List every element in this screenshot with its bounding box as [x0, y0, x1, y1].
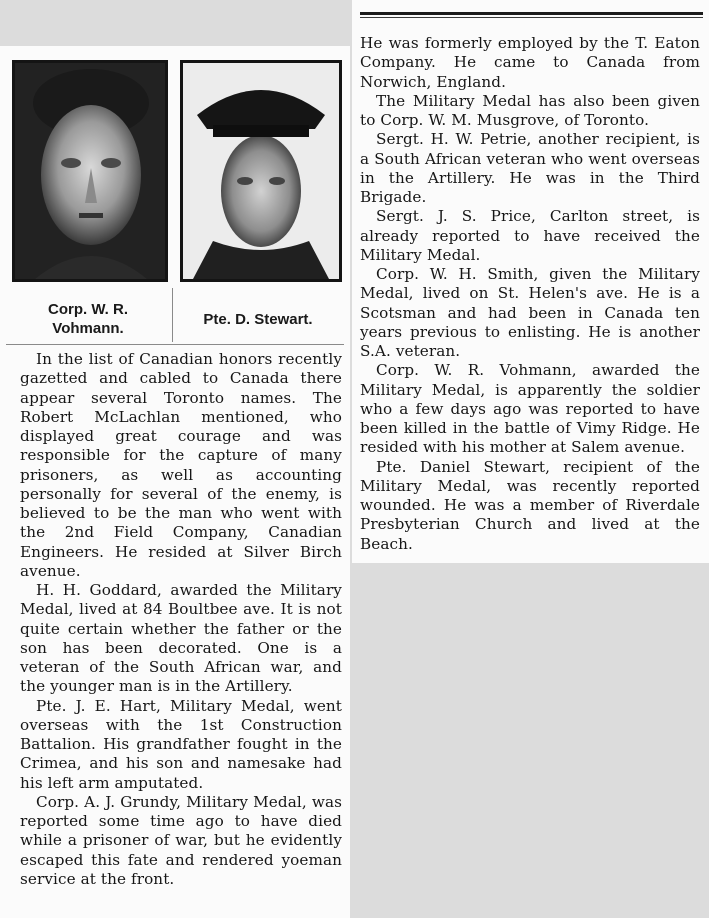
- right-column-text: [360, 34, 700, 554]
- photo-section-divider: [6, 344, 344, 345]
- paragraph: Pte. J. E. Hart, Military Medal, went overseas with the 1st Construction Battalion. His grandfather fought in the Crimea, and his son and namesake had his left arm amputated.: [20, 696, 342, 792]
- paragraph: Corp. W. H. Smith, given the Military Medal, lived on St. Helen's ave. He is a Scotsman and had been in Canada ten years previous to enlisting. He is another S.A. veteran.: [360, 265, 700, 360]
- paragraph: He was formerly employed by the T. Eaton Company. He came to Canada from Norwich, England.: [360, 34, 700, 91]
- paragraph: Sergt. H. W. Petrie, another recipient, is a South African veteran who went overseas in the Artillery. He was in the Third Brigade.: [360, 130, 700, 206]
- caption-stewart: Pte. D. Stewart.: [203, 311, 313, 328]
- right-clipping: [352, 0, 709, 563]
- column-rule-thin: [360, 17, 703, 18]
- caption-vohmann: Corp. W. R. Vohmann.: [48, 301, 128, 337]
- paragraph: Corp. A. J. Grundy, Military Medal, was reported some time ago to have died while a prisoner of war, but he evidently escaped this fate and rendered yoeman service at the front.: [20, 792, 342, 888]
- left-column-text: [20, 350, 342, 889]
- paragraph: Corp. W. R. Vohmann, awarded the Military Medal, is apparently the soldier who a few days ago was reported to have been killed in the battle of Vimy Ridge. He resided with his mother at Salem avenue.: [360, 361, 700, 457]
- paragraph: H. H. Goddard, awarded the Military Medal, lived at 84 Boultbee ave. It is not quite certain whether the father or the son has been decorated. One is a veteran of the South African war, and the younger man is in the Artillery.: [20, 581, 342, 696]
- column-rule: [360, 12, 703, 15]
- paragraph: Pte. Daniel Stewart, recipient of the Military Medal, was recently reported wounded. He was a member of Riverdale Presbyterian Church and lived at the Beach.: [360, 457, 700, 553]
- portrait-stewart-photo: [180, 60, 342, 282]
- paragraph: The Military Medal has also been given to Corp. W. M. Musgrove, of Toronto.: [360, 91, 700, 129]
- paragraph: In the list of Canadian honors recently gazetted and cabled to Canada there appear several Toronto names. The Robert McLachlan mentioned, who displayed great courage and was responsible for the capture of many prisoners, as well as accounting personally for several of the enemy, is believed to be the man who went with the 2nd Field Company, Canadian Engineers. He resided at Silver Birch avenue.: [20, 350, 342, 580]
- left-clipping: [0, 46, 350, 918]
- paragraph: Sergt. J. S. Price, Carlton street, is already reported to have received the Military Medal.: [360, 207, 700, 264]
- caption-divider: [172, 288, 173, 342]
- portrait-vohmann-photo: [12, 60, 168, 282]
